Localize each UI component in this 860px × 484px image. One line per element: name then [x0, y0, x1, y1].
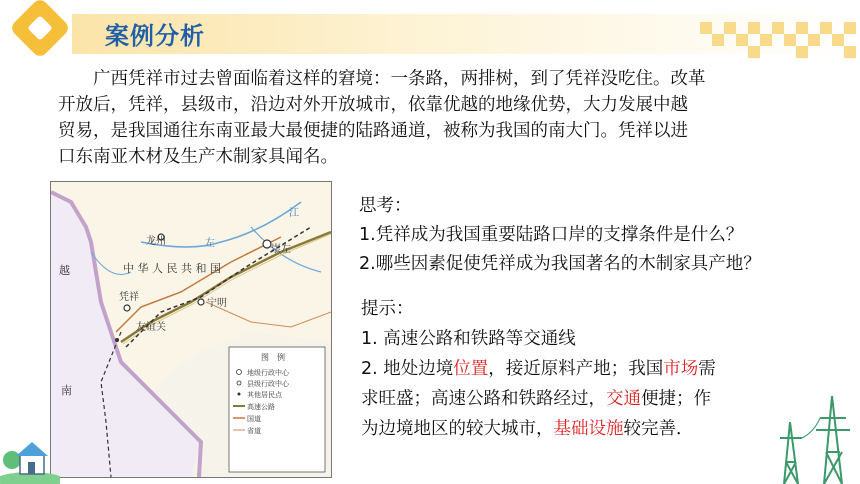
highlight-market: 市场	[663, 359, 699, 379]
page-title: 案例分析	[105, 22, 205, 50]
map-legend	[229, 347, 325, 472]
map-graphic	[51, 182, 331, 477]
paragraph-line-4: 口东南亚木材及生产木制家具闻名。	[58, 147, 338, 167]
legend-item-2: 县级行政中心	[247, 380, 289, 388]
pingxiang-map	[50, 181, 332, 478]
think-question-2: 2.哪些因素促使凭祥成为我国著名的木制家具产地？	[359, 254, 761, 274]
highlight-infrastructure: 基础设施	[553, 419, 624, 439]
paragraph-line-2: 开放后，凭祥，县级市，沿边对外开放城市，依靠优越的地缘优势，大力发展中越	[58, 95, 688, 115]
legend-item-3: 其他居民点	[247, 391, 282, 399]
map-label-youyiguan: 友谊关	[136, 322, 166, 333]
think-label: 思考：	[359, 196, 412, 216]
hint-text: 较完善．	[623, 419, 694, 439]
legend-item-1: 地级行政中心	[247, 369, 289, 377]
hint-text: 为边境地区的较大城市，	[361, 419, 554, 439]
map-label-zuo: 左	[205, 238, 215, 249]
house-decoration-icon	[0, 420, 60, 484]
legend-item-6: 省道	[247, 427, 261, 435]
map-label-jiang: 江	[289, 208, 299, 219]
paragraph-line-1: 广西凭祥市过去曾面临着这样的窘境：一条路，两排树，到了凭祥没吃住。改革	[93, 69, 706, 89]
hint-text: 便捷；作	[641, 389, 711, 409]
hint-answer-1: 1. 高速公路和铁路等交通线	[361, 329, 576, 349]
highlight-location: 位置	[453, 359, 489, 379]
think-section	[359, 192, 761, 279]
hint-answer-2-line-1	[361, 354, 831, 384]
hint-text: 需	[698, 359, 716, 379]
power-tower-icon	[772, 392, 860, 484]
map-label-yue: 越	[59, 264, 70, 277]
hint-answer-2-line-3	[361, 414, 831, 444]
hint-text: 2. 地处边境	[361, 359, 454, 379]
legend-item-5: 国道	[247, 415, 261, 423]
map-label-ningming: 宁明	[207, 298, 227, 309]
map-label-longzhou: 龙州	[146, 236, 166, 247]
map-label-country: 中 华 人 民 共 和 国	[123, 262, 221, 275]
think-question-1: 1.凭祥成为我国重要陆路口岸的支撑条件是什么？	[359, 225, 744, 245]
legend-title: 图 例	[261, 353, 285, 362]
map-label-nan: 南	[61, 384, 72, 397]
legend-item-4: 高速公路	[247, 403, 275, 411]
hint-label: 提示：	[361, 299, 414, 319]
paragraph-line-3: 贸易，是我国通往东南亚最大最便捷的陆路通道，被称为我国的南大门。凭祥以进	[58, 121, 688, 141]
case-paragraph	[58, 66, 830, 170]
highlight-transport: 交通	[606, 389, 641, 409]
map-label-pingxiang: 凭祥	[119, 292, 139, 303]
hint-text: 求旺盛；高速公路和铁路经过，	[361, 389, 606, 409]
hint-text: ，接近原料产地；我国	[488, 359, 664, 379]
checker-decoration	[700, 22, 860, 58]
map-label-chongzuo: 崇左	[271, 244, 291, 255]
hint-section	[361, 294, 831, 444]
hint-answer-2-line-2	[361, 384, 831, 414]
